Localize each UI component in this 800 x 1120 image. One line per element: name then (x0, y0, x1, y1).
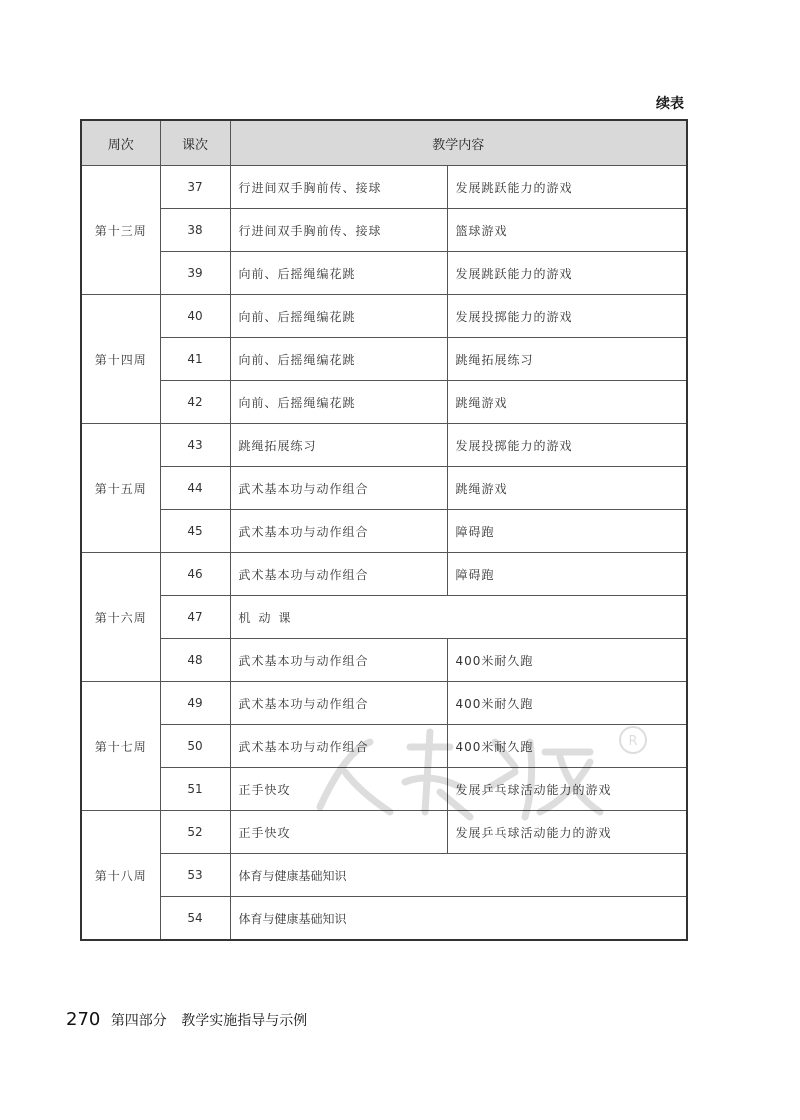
lesson-number: 46 (160, 553, 230, 596)
table-row (81, 854, 687, 897)
content-merged: 体育与健康基础知识 (230, 854, 687, 897)
header-week: 周次 (81, 120, 160, 166)
table-row (81, 424, 687, 467)
table-row (81, 295, 687, 338)
content-primary: 正手快攻 (230, 768, 447, 811)
svg-text:R: R (628, 734, 638, 749)
content-secondary: 跳绳游戏 (447, 381, 687, 424)
content-primary: 武术基本功与动作组合 (230, 553, 447, 596)
lesson-number: 44 (160, 467, 230, 510)
content-secondary: 发展乒乓球活动能力的游戏 (447, 811, 687, 854)
content-primary: 向前、后摇绳编花跳 (230, 381, 447, 424)
content-primary: 武术基本功与动作组合 (230, 639, 447, 682)
content-secondary: 发展投掷能力的游戏 (447, 295, 687, 338)
continued-label: 续表 (656, 96, 684, 112)
lesson-number: 48 (160, 639, 230, 682)
lesson-number: 43 (160, 424, 230, 467)
content-primary: 向前、后摇绳编花跳 (230, 338, 447, 381)
content-secondary: 篮球游戏 (447, 209, 687, 252)
content-primary: 武术基本功与动作组合 (230, 510, 447, 553)
table-row (81, 166, 687, 209)
content-merged: 体育与健康基础知识 (230, 897, 687, 941)
content-merged: 机动课 (230, 596, 687, 639)
lesson-number: 54 (160, 897, 230, 941)
content-secondary: 发展跳跃能力的游戏 (447, 166, 687, 209)
content-primary: 跳绳拓展练习 (230, 424, 447, 467)
table-row (81, 553, 687, 596)
content-primary: 武术基本功与动作组合 (230, 467, 447, 510)
content-secondary: 障碍跑 (447, 553, 687, 596)
content-primary: 武术基本功与动作组合 (230, 725, 447, 768)
content-primary: 正手快攻 (230, 811, 447, 854)
table-row (81, 682, 687, 725)
week-label: 第十八周 (81, 811, 160, 941)
content-secondary: 障碍跑 (447, 510, 687, 553)
content-primary: 行进间双手胸前传、接球 (230, 209, 447, 252)
content-secondary: 发展乒乓球活动能力的游戏 (447, 768, 687, 811)
content-primary: 行进间双手胸前传、接球 (230, 166, 447, 209)
table-row (81, 596, 687, 639)
content-secondary: 发展跳跃能力的游戏 (447, 252, 687, 295)
table-header-row (81, 120, 687, 166)
content-primary: 武术基本功与动作组合 (230, 682, 447, 725)
week-label: 第十五周 (81, 424, 160, 553)
header-lesson: 课次 (160, 120, 230, 166)
lesson-number: 51 (160, 768, 230, 811)
table-row (81, 252, 687, 295)
week-label: 第十六周 (81, 553, 160, 682)
table-row (81, 209, 687, 252)
lesson-number: 47 (160, 596, 230, 639)
content-secondary: 400米耐久跑 (447, 682, 687, 725)
content-primary: 向前、后摇绳编花跳 (230, 295, 447, 338)
schedule-table (80, 119, 688, 941)
lesson-number: 39 (160, 252, 230, 295)
week-label: 第十七周 (81, 682, 160, 811)
table-row (81, 811, 687, 854)
table-row (81, 768, 687, 811)
content-secondary: 发展投掷能力的游戏 (447, 424, 687, 467)
table-row (81, 897, 687, 941)
content-secondary: 跳绳拓展练习 (447, 338, 687, 381)
content-secondary: 400米耐久跑 (447, 639, 687, 682)
lesson-number: 40 (160, 295, 230, 338)
lesson-number: 50 (160, 725, 230, 768)
content-secondary: 400米耐久跑 (447, 725, 687, 768)
table-row (81, 639, 687, 682)
footer-title: 教学实施指导与示例 (181, 1013, 308, 1029)
lesson-number: 41 (160, 338, 230, 381)
content-secondary: 跳绳游戏 (447, 467, 687, 510)
page-footer (66, 1009, 307, 1030)
header-content: 教学内容 (230, 120, 687, 166)
table-row (81, 510, 687, 553)
lesson-number: 45 (160, 510, 230, 553)
lesson-number: 42 (160, 381, 230, 424)
table-row (81, 467, 687, 510)
week-label: 第十三周 (81, 166, 160, 295)
table-row (81, 338, 687, 381)
page-number: 270 (66, 1009, 101, 1030)
lesson-number: 37 (160, 166, 230, 209)
lesson-number: 52 (160, 811, 230, 854)
footer-part: 第四部分 (110, 1013, 167, 1029)
content-primary: 向前、后摇绳编花跳 (230, 252, 447, 295)
table-row (81, 381, 687, 424)
lesson-number: 38 (160, 209, 230, 252)
table-row (81, 725, 687, 768)
lesson-number: 53 (160, 854, 230, 897)
lesson-number: 49 (160, 682, 230, 725)
week-label: 第十四周 (81, 295, 160, 424)
